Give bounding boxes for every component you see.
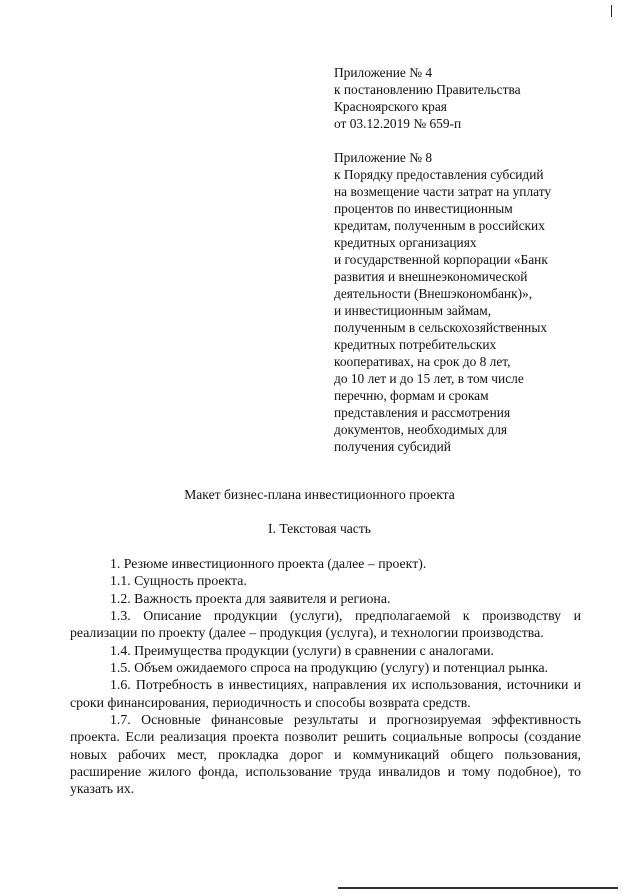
appendix-4-block (334, 64, 604, 132)
appendix-8-line: на возмещение части затрат на уплату (334, 184, 552, 199)
paragraph: 1.2. Важность проекта для заявителя и региона. (110, 590, 391, 606)
document-title: Макет бизнес-плана инвестиционного проекта (184, 487, 455, 502)
appendix-4-line: Приложение № 4 (334, 65, 433, 80)
paragraph: 1.5. Объем ожидаемого спроса на продукцию (услугу) и потенциал рынка. (110, 660, 549, 676)
appendix-8-line: кредитных потребительских (334, 337, 497, 352)
paragraph: 1.1. Сущность проекта. (110, 573, 247, 589)
appendix-8-line: к Порядку предоставления субсидий (334, 167, 544, 182)
section-title: I. Текстовая часть (268, 521, 371, 536)
appendix-8-line: получения субсидий (334, 439, 451, 454)
appendix-4-line: от 03.12.2019 № 659-п (334, 116, 462, 131)
appendix-8-line: деятельности (Внешэкономбанк)», (334, 286, 533, 301)
document-body (70, 555, 581, 798)
appendix-8-line: перечню, формам и срокам (334, 388, 489, 403)
appendix-8-block (334, 149, 604, 455)
appendix-8-line: и инвестиционным займам, (334, 303, 492, 318)
appendix-8-line: кредитам, полученным в российских (334, 218, 545, 233)
scan-margin-mark (611, 5, 612, 17)
paragraph: 1.3. Описание продукции (услуги), предполагаемой к производству и реализации по проекту (далее – продукция (услуга), и технологии производства. (70, 608, 581, 641)
appendix-8-line: развития и внешнеэкономической (334, 269, 528, 284)
footer-rule (338, 887, 618, 889)
appendix-8-line: процентов по инвестиционным (334, 201, 513, 216)
appendix-8-line: кредитных организациях (334, 235, 477, 250)
appendix-8-line: Приложение № 8 (334, 150, 433, 165)
appendix-8-line: до 10 лет и до 15 лет, в том числе (334, 371, 524, 386)
paragraph: 1.6. Потребность в инвестициях, направления их использования, источники и сроки финансирования, периодичность и способы возврата средств. (70, 677, 581, 710)
paragraph: 1. Резюме инвестиционного проекта (далее – проект). (110, 556, 427, 571)
appendix-8-line: и государственной корпорации «Банк (334, 252, 548, 267)
paragraph: 1.4. Преимущества продукции (услуги) в сравнении с аналогами. (110, 642, 494, 658)
appendix-8-line: представления и рассмотрения (334, 405, 511, 420)
appendix-8-line: документов, необходимых для (334, 422, 508, 437)
appendix-8-line: кооперативах, на срок до 8 лет, (334, 354, 511, 369)
appendix-8-line: полученным в сельскохозяйственных (334, 320, 548, 335)
appendix-4-line: Красноярского края (334, 99, 447, 114)
paragraph: 1.7. Основные финансовые результаты и прогнозируемая эффективность проекта. Если реализация проекта позволит решить социальные вопросы (создание новых рабочих мест, прокладка дорог и коммуникаций общего пользования, расширение жилого фонда, использование труда инвалидов и тому подобное), то указать их. (70, 712, 581, 797)
appendix-4-line: к постановлению Правительства (334, 82, 521, 97)
